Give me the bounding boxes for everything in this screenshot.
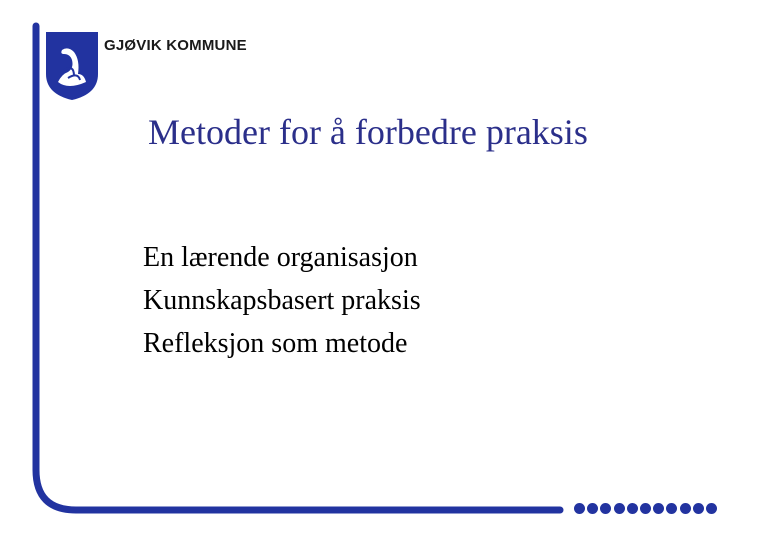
footer-dot xyxy=(600,503,611,514)
swan-shield-icon xyxy=(44,30,100,102)
bullet-list xyxy=(143,236,421,365)
footer-dot xyxy=(587,503,598,514)
footer-dot xyxy=(653,503,664,514)
list-item: Refleksjon som metode xyxy=(143,328,408,359)
footer-dot xyxy=(680,503,691,514)
footer-dots xyxy=(574,503,717,514)
list-item: Kunnskapsbasert praksis xyxy=(143,285,421,316)
list-item: En lærende organisasjon xyxy=(143,242,418,273)
slide-title: Metoder for å forbedre praksis xyxy=(148,112,588,152)
footer-dot xyxy=(614,503,625,514)
footer-dot xyxy=(640,503,651,514)
footer-dot xyxy=(627,503,638,514)
organization-name: GJØVIK KOMMUNE xyxy=(104,37,247,54)
footer-dot xyxy=(693,503,704,514)
footer-dot xyxy=(574,503,585,514)
footer-dot xyxy=(666,503,677,514)
footer-dot xyxy=(706,503,717,514)
